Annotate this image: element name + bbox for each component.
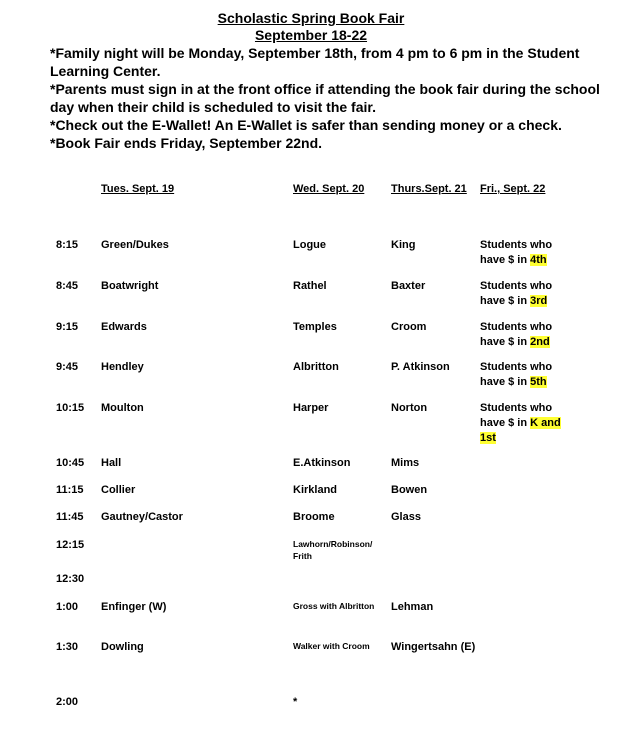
- note-fair-ends: *Book Fair ends Friday, September 22nd.: [50, 135, 323, 151]
- column-header-friday: Fri., Sept. 22: [480, 183, 546, 195]
- wednesday-class: Lawhorn/Robinson/ Frith: [293, 539, 373, 561]
- friday-grade-highlight: K and 1st: [480, 417, 561, 444]
- tuesday-class: Dowling: [101, 641, 144, 653]
- time-slot: 1:30: [56, 641, 79, 653]
- friday-prefix: Students who have $ in: [480, 239, 553, 266]
- note-parent-signin: *Parents must sign in at the front office if attending the book fair during the school day when their child is scheduled to visit the fair.: [50, 81, 600, 115]
- wednesday-class: Walker with Croom: [293, 641, 370, 651]
- wednesday-class: Temples: [293, 321, 337, 333]
- wednesday-class: Albritton: [293, 361, 339, 373]
- thursday-class: Lehman: [391, 601, 434, 613]
- friday-grade-slot: [480, 360, 575, 390]
- thursday-class: Bowen: [391, 484, 428, 496]
- friday-grade-highlight: 4th: [530, 254, 547, 266]
- time-slot: 9:15: [56, 321, 79, 333]
- time-slot: 10:15: [56, 402, 85, 414]
- time-slot: 11:45: [56, 511, 84, 523]
- time-slot: 9:45: [56, 361, 79, 373]
- wednesday-class: E.Atkinson: [293, 457, 351, 469]
- wednesday-class: Harper: [293, 402, 329, 414]
- page-title: Scholastic Spring Book Fair: [217, 10, 405, 26]
- column-header-thursday: Thurs.Sept. 21: [391, 183, 467, 195]
- note-family-night: *Family night will be Monday, September 18th, from 4 pm to 6 pm in the Student Learning Center.: [50, 45, 580, 79]
- tuesday-class: Gautney/Castor: [101, 511, 183, 523]
- friday-grade-slot: [480, 401, 575, 446]
- column-header-wednesday: Wed. Sept. 20: [293, 183, 365, 195]
- thursday-class: Baxter: [391, 280, 426, 292]
- tuesday-class: Collier: [101, 484, 136, 496]
- notes-block: [50, 44, 610, 152]
- friday-grade-slot: [480, 238, 575, 268]
- tuesday-class: Hendley: [101, 361, 144, 373]
- wednesday-class: *: [293, 696, 298, 708]
- note-e-wallet: *Check out the E-Wallet! An E-Wallet is safer than sending money or a check.: [50, 117, 562, 133]
- friday-grade-highlight: 5th: [530, 376, 547, 388]
- tuesday-class: Enfinger (W): [101, 601, 167, 613]
- thursday-class: Croom: [391, 321, 427, 333]
- friday-prefix: Students who have $ in: [480, 280, 553, 307]
- friday-prefix: Students who have $ in: [480, 361, 553, 388]
- time-slot: 12:30: [56, 573, 85, 585]
- friday-grade-highlight: 3rd: [530, 295, 548, 307]
- wednesday-class: Rathel: [293, 280, 327, 292]
- wednesday-class: Broome: [293, 511, 335, 523]
- date-range: September 18-22: [254, 27, 368, 43]
- friday-grade-slot: [480, 279, 575, 309]
- wednesday-class: Logue: [293, 239, 326, 251]
- column-header-tuesday: Tues. Sept. 19: [101, 183, 175, 195]
- wednesday-class: Kirkland: [293, 484, 338, 496]
- tuesday-class: Green/Dukes: [101, 239, 169, 251]
- thursday-class: Wingertsahn (E): [391, 641, 476, 653]
- time-slot: 11:15: [56, 484, 84, 496]
- thursday-class: Norton: [391, 402, 428, 414]
- wednesday-class: Gross with Albritton: [293, 601, 375, 611]
- friday-grade-highlight: 2nd: [530, 336, 550, 348]
- thursday-class: Glass: [391, 511, 421, 523]
- time-slot: 8:15: [56, 239, 79, 251]
- friday-grade-slot: [480, 320, 575, 350]
- tuesday-class: Edwards: [101, 321, 147, 333]
- thursday-class: P. Atkinson: [391, 361, 450, 373]
- time-slot: 10:45: [56, 457, 85, 469]
- tuesday-class: Boatwright: [101, 280, 159, 292]
- time-slot: 2:00: [56, 696, 79, 708]
- time-slot: 8:45: [56, 280, 79, 292]
- friday-prefix: Students who have $ in: [480, 321, 553, 348]
- time-slot: 1:00: [56, 601, 79, 613]
- tuesday-class: Hall: [101, 457, 122, 469]
- time-slot: 12:15: [56, 539, 85, 551]
- friday-prefix: Students who have $ in: [480, 402, 553, 429]
- thursday-class: Mims: [391, 457, 420, 469]
- thursday-class: King: [391, 239, 416, 251]
- tuesday-class: Moulton: [101, 402, 144, 414]
